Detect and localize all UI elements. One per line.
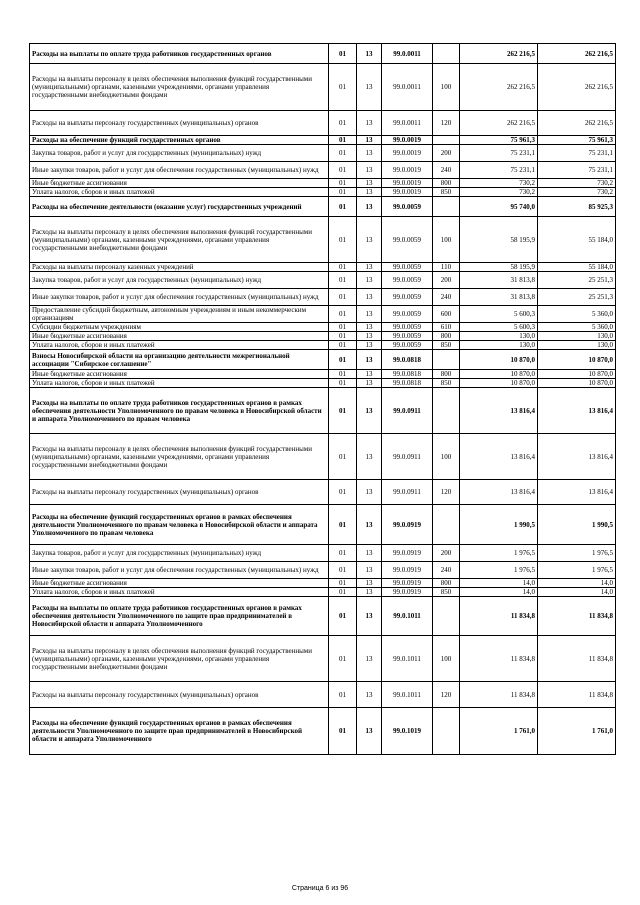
row-subsection: 13 <box>357 708 382 755</box>
row-amount-2: 130,0 <box>538 341 616 350</box>
row-target-article: 99.0.0919 <box>382 588 433 597</box>
row-name: Уплата налогов, сборов и иных платежей <box>30 588 329 597</box>
row-amount-2: 11 834,8 <box>538 597 616 636</box>
table-row <box>30 263 616 272</box>
row-amount-2: 25 251,3 <box>538 272 616 289</box>
row-subsection: 13 <box>357 350 382 370</box>
row-amount-2: 10 870,0 <box>538 379 616 388</box>
row-name: Иные бюджетные ассигнования <box>30 370 329 379</box>
row-expense-type <box>433 136 460 145</box>
row-section: 01 <box>329 480 357 505</box>
row-expense-type: 800 <box>433 332 460 341</box>
row-amount-1: 1 990,5 <box>460 505 538 545</box>
row-amount-2: 5 360,0 <box>538 323 616 332</box>
row-name: Расходы на выплаты по оплате труда работников государственных органов в рамках обеспечения деятельности Уполномоченного по защите прав предпринимателей в Новосибирской области и аппарата Уполномоченного <box>30 597 329 636</box>
row-expense-type: 120 <box>433 111 460 136</box>
row-amount-1: 730,2 <box>460 188 538 197</box>
row-subsection: 13 <box>357 579 382 588</box>
row-target-article: 99.0.0818 <box>382 379 433 388</box>
row-target-article: 99.0.0011 <box>382 44 433 64</box>
row-expense-type: 240 <box>433 162 460 179</box>
row-name: Расходы на выплаты персоналу в целях обеспечения выполнения функций государственными (муниципальными) органами, казенными учреждениями, органами управления государственными внебюджетными фондами <box>30 217 329 263</box>
row-target-article: 99.0.0059 <box>382 323 433 332</box>
row-amount-1: 5 600,3 <box>460 323 538 332</box>
row-amount-2: 1 976,5 <box>538 562 616 579</box>
table-row <box>30 111 616 136</box>
row-target-article: 99.0.0019 <box>382 162 433 179</box>
row-target-article: 99.0.0919 <box>382 545 433 562</box>
table-row <box>30 197 616 217</box>
row-name: Уплата налогов, сборов и иных платежей <box>30 341 329 350</box>
table-row <box>30 434 616 480</box>
row-name: Уплата налогов, сборов и иных платежей <box>30 188 329 197</box>
row-name: Расходы на выплаты персоналу в целях обеспечения выполнения функций государственными (муниципальными) органами, казенными учреждениями, органами управления государственными внебюджетными фондами <box>30 64 329 111</box>
row-amount-2: 730,2 <box>538 188 616 197</box>
table-row <box>30 272 616 289</box>
row-target-article: 99.0.0059 <box>382 217 433 263</box>
row-target-article: 99.0.1011 <box>382 682 433 708</box>
row-section: 01 <box>329 708 357 755</box>
row-name: Взносы Новосибирской области на организацию деятельности межрегиональной ассоциации "Сибирское соглашение" <box>30 350 329 370</box>
row-amount-1: 130,0 <box>460 341 538 350</box>
row-subsection: 13 <box>357 197 382 217</box>
table-row <box>30 370 616 379</box>
row-target-article: 99.0.1011 <box>382 597 433 636</box>
row-amount-1: 10 870,0 <box>460 379 538 388</box>
row-amount-2: 75 961,3 <box>538 136 616 145</box>
row-amount-2: 13 816,4 <box>538 480 616 505</box>
row-subsection: 13 <box>357 332 382 341</box>
row-amount-1: 262 216,5 <box>460 111 538 136</box>
row-section: 01 <box>329 188 357 197</box>
row-target-article: 99.0.0911 <box>382 434 433 480</box>
row-target-article: 99.0.0911 <box>382 480 433 505</box>
row-section: 01 <box>329 545 357 562</box>
row-amount-2: 55 184,0 <box>538 217 616 263</box>
table-row <box>30 545 616 562</box>
table-row <box>30 323 616 332</box>
budget-table <box>29 43 616 755</box>
table-row <box>30 388 616 434</box>
row-section: 01 <box>329 289 357 306</box>
row-target-article: 99.0.0059 <box>382 332 433 341</box>
row-target-article: 99.0.0059 <box>382 197 433 217</box>
row-target-article: 99.0.0919 <box>382 562 433 579</box>
row-amount-2: 55 184,0 <box>538 263 616 272</box>
table-row <box>30 306 616 323</box>
row-subsection: 13 <box>357 562 382 579</box>
row-section: 01 <box>329 682 357 708</box>
row-amount-1: 10 870,0 <box>460 370 538 379</box>
row-subsection: 13 <box>357 545 382 562</box>
row-amount-1: 11 834,8 <box>460 682 538 708</box>
row-section: 01 <box>329 162 357 179</box>
row-amount-2: 130,0 <box>538 332 616 341</box>
row-subsection: 13 <box>357 597 382 636</box>
row-amount-1: 58 195,9 <box>460 263 538 272</box>
row-section: 01 <box>329 332 357 341</box>
row-target-article: 99.0.0059 <box>382 289 433 306</box>
table-row <box>30 217 616 263</box>
row-expense-type <box>433 197 460 217</box>
row-expense-type <box>433 44 460 64</box>
row-amount-2: 85 925,3 <box>538 197 616 217</box>
row-subsection: 13 <box>357 434 382 480</box>
row-target-article: 99.0.0818 <box>382 370 433 379</box>
row-subsection: 13 <box>357 682 382 708</box>
row-expense-type: 200 <box>433 272 460 289</box>
row-subsection: 13 <box>357 341 382 350</box>
row-name: Иные закупки товаров, работ и услуг для обеспечения государственных (муниципальных) нужд <box>30 562 329 579</box>
row-amount-1: 14,0 <box>460 588 538 597</box>
row-amount-2: 730,2 <box>538 179 616 188</box>
row-expense-type: 110 <box>433 263 460 272</box>
row-name: Иные закупки товаров, работ и услуг для обеспечения государственных (муниципальных) нужд <box>30 162 329 179</box>
row-subsection: 13 <box>357 588 382 597</box>
row-expense-type: 850 <box>433 188 460 197</box>
row-section: 01 <box>329 379 357 388</box>
row-target-article: 99.0.0911 <box>382 388 433 434</box>
row-name: Расходы на выплаты персоналу государственных (муниципальных) органов <box>30 682 329 708</box>
table-row <box>30 44 616 64</box>
row-amount-1: 1 761,0 <box>460 708 538 755</box>
row-name: Расходы на выплаты персоналу государственных (муниципальных) органов <box>30 480 329 505</box>
row-name: Расходы на выплаты персоналу государственных (муниципальных) органов <box>30 111 329 136</box>
row-subsection: 13 <box>357 289 382 306</box>
row-amount-2: 75 231,1 <box>538 145 616 162</box>
row-expense-type: 850 <box>433 341 460 350</box>
row-name: Закупка товаров, работ и услуг для государственных (муниципальных) нужд <box>30 545 329 562</box>
row-expense-type: 240 <box>433 562 460 579</box>
row-amount-1: 1 976,5 <box>460 562 538 579</box>
row-section: 01 <box>329 323 357 332</box>
row-section: 01 <box>329 272 357 289</box>
row-name: Иные бюджетные ассигнования <box>30 332 329 341</box>
row-amount-2: 5 360,0 <box>538 306 616 323</box>
table-row <box>30 162 616 179</box>
row-amount-1: 11 834,8 <box>460 636 538 682</box>
row-target-article: 99.0.0059 <box>382 263 433 272</box>
table-row <box>30 505 616 545</box>
row-name: Расходы на выплаты персоналу в целях обеспечения выполнения функций государственными (муниципальными) органами, казенными учреждениями, органами управления государственными внебюджетными фондами <box>30 636 329 682</box>
row-subsection: 13 <box>357 179 382 188</box>
row-subsection: 13 <box>357 145 382 162</box>
row-target-article: 99.0.0019 <box>382 179 433 188</box>
row-amount-1: 10 870,0 <box>460 350 538 370</box>
row-section: 01 <box>329 579 357 588</box>
row-name: Субсидии бюджетным учреждениям <box>30 323 329 332</box>
row-subsection: 13 <box>357 64 382 111</box>
row-amount-1: 75 961,3 <box>460 136 538 145</box>
row-amount-1: 58 195,9 <box>460 217 538 263</box>
row-amount-1: 13 816,4 <box>460 388 538 434</box>
row-target-article: 99.0.0059 <box>382 341 433 350</box>
row-name: Закупка товаров, работ и услуг для государственных (муниципальных) нужд <box>30 272 329 289</box>
row-name: Расходы на обеспечение деятельности (оказание услуг) государственных учреждений <box>30 197 329 217</box>
row-section: 01 <box>329 64 357 111</box>
table-row <box>30 289 616 306</box>
row-section: 01 <box>329 562 357 579</box>
row-section: 01 <box>329 136 357 145</box>
row-amount-1: 130,0 <box>460 332 538 341</box>
table-row <box>30 379 616 388</box>
row-expense-type: 610 <box>433 323 460 332</box>
row-subsection: 13 <box>357 188 382 197</box>
row-section: 01 <box>329 588 357 597</box>
row-amount-2: 75 231,1 <box>538 162 616 179</box>
row-target-article: 99.0.0919 <box>382 505 433 545</box>
row-name: Расходы на обеспечение функций государственных органов <box>30 136 329 145</box>
table-row <box>30 480 616 505</box>
row-amount-1: 13 816,4 <box>460 480 538 505</box>
row-subsection: 13 <box>357 44 382 64</box>
row-name: Закупка товаров, работ и услуг для государственных (муниципальных) нужд <box>30 145 329 162</box>
row-subsection: 13 <box>357 272 382 289</box>
row-amount-1: 75 231,1 <box>460 162 538 179</box>
row-expense-type: 100 <box>433 636 460 682</box>
row-subsection: 13 <box>357 505 382 545</box>
table-row <box>30 332 616 341</box>
row-subsection: 13 <box>357 136 382 145</box>
row-expense-type: 240 <box>433 289 460 306</box>
row-target-article: 99.0.0919 <box>382 579 433 588</box>
row-amount-2: 11 834,8 <box>538 636 616 682</box>
row-amount-1: 14,0 <box>460 579 538 588</box>
row-expense-type: 800 <box>433 579 460 588</box>
row-target-article: 99.0.1011 <box>382 636 433 682</box>
table-row <box>30 597 616 636</box>
row-target-article: 99.0.0019 <box>382 145 433 162</box>
row-expense-type: 800 <box>433 179 460 188</box>
row-target-article: 99.0.0818 <box>382 350 433 370</box>
row-section: 01 <box>329 350 357 370</box>
row-section: 01 <box>329 217 357 263</box>
row-amount-2: 262 216,5 <box>538 111 616 136</box>
row-amount-1: 31 813,8 <box>460 272 538 289</box>
row-subsection: 13 <box>357 306 382 323</box>
row-name: Предоставление субсидий бюджетным, автономным учреждениям и иным некоммерческим организациям <box>30 306 329 323</box>
row-amount-1: 730,2 <box>460 179 538 188</box>
row-expense-type: 850 <box>433 588 460 597</box>
row-amount-2: 1 976,5 <box>538 545 616 562</box>
row-expense-type: 800 <box>433 370 460 379</box>
row-amount-1: 262 216,5 <box>460 64 538 111</box>
row-expense-type: 600 <box>433 306 460 323</box>
row-expense-type: 100 <box>433 434 460 480</box>
row-subsection: 13 <box>357 323 382 332</box>
table-row <box>30 179 616 188</box>
row-name: Иные закупки товаров, работ и услуг для обеспечения государственных (муниципальных) нужд <box>30 289 329 306</box>
row-target-article: 99.0.1019 <box>382 708 433 755</box>
row-amount-2: 13 816,4 <box>538 434 616 480</box>
row-subsection: 13 <box>357 263 382 272</box>
row-expense-type: 200 <box>433 145 460 162</box>
row-name: Расходы на выплаты по оплате труда работников государственных органов <box>30 44 329 64</box>
row-amount-2: 10 870,0 <box>538 370 616 379</box>
row-amount-1: 1 976,5 <box>460 545 538 562</box>
row-subsection: 13 <box>357 636 382 682</box>
row-amount-2: 11 834,8 <box>538 682 616 708</box>
table-row <box>30 64 616 111</box>
row-amount-2: 1 990,5 <box>538 505 616 545</box>
row-expense-type <box>433 388 460 434</box>
row-amount-1: 5 600,3 <box>460 306 538 323</box>
row-amount-1: 75 231,1 <box>460 145 538 162</box>
row-amount-1: 95 740,0 <box>460 197 538 217</box>
row-subsection: 13 <box>357 480 382 505</box>
row-amount-1: 262 216,5 <box>460 44 538 64</box>
row-section: 01 <box>329 341 357 350</box>
row-target-article: 99.0.0011 <box>382 111 433 136</box>
row-section: 01 <box>329 145 357 162</box>
row-section: 01 <box>329 306 357 323</box>
row-subsection: 13 <box>357 217 382 263</box>
row-target-article: 99.0.0019 <box>382 188 433 197</box>
row-section: 01 <box>329 370 357 379</box>
row-name: Расходы на выплаты персоналу казенных учреждений <box>30 263 329 272</box>
row-target-article: 99.0.0019 <box>382 136 433 145</box>
row-expense-type: 200 <box>433 545 460 562</box>
row-section: 01 <box>329 263 357 272</box>
row-expense-type: 120 <box>433 682 460 708</box>
row-amount-1: 31 813,8 <box>460 289 538 306</box>
row-subsection: 13 <box>357 379 382 388</box>
row-section: 01 <box>329 111 357 136</box>
row-expense-type <box>433 505 460 545</box>
row-amount-1: 11 834,8 <box>460 597 538 636</box>
row-amount-2: 262 216,5 <box>538 64 616 111</box>
table-row <box>30 588 616 597</box>
row-name: Уплата налогов, сборов и иных платежей <box>30 379 329 388</box>
row-target-article: 99.0.0011 <box>382 64 433 111</box>
row-name: Иные бюджетные ассигнования <box>30 179 329 188</box>
row-target-article: 99.0.0059 <box>382 272 433 289</box>
row-section: 01 <box>329 179 357 188</box>
row-section: 01 <box>329 197 357 217</box>
table-row <box>30 636 616 682</box>
row-amount-1: 13 816,4 <box>460 434 538 480</box>
row-name: Расходы на выплаты персоналу в целях обеспечения выполнения функций государственными (муниципальными) органами, казенными учреждениями, органами управления государственными внебюджетными фондами <box>30 434 329 480</box>
row-expense-type: 850 <box>433 379 460 388</box>
row-amount-2: 25 251,3 <box>538 289 616 306</box>
row-amount-2: 14,0 <box>538 588 616 597</box>
row-expense-type <box>433 597 460 636</box>
row-expense-type: 100 <box>433 64 460 111</box>
row-section: 01 <box>329 44 357 64</box>
row-name: Иные бюджетные ассигнования <box>30 579 329 588</box>
page-number: Страница 6 из 96 <box>291 885 349 892</box>
table-row <box>30 579 616 588</box>
row-expense-type <box>433 350 460 370</box>
table-row <box>30 136 616 145</box>
table-row <box>30 188 616 197</box>
row-expense-type <box>433 708 460 755</box>
table-row <box>30 145 616 162</box>
row-amount-2: 1 761,0 <box>538 708 616 755</box>
row-subsection: 13 <box>357 162 382 179</box>
row-amount-2: 262 216,5 <box>538 44 616 64</box>
budget-table-body <box>30 44 616 755</box>
row-section: 01 <box>329 434 357 480</box>
row-amount-2: 13 816,4 <box>538 388 616 434</box>
row-expense-type: 120 <box>433 480 460 505</box>
row-subsection: 13 <box>357 111 382 136</box>
row-subsection: 13 <box>357 370 382 379</box>
row-section: 01 <box>329 597 357 636</box>
table-row <box>30 708 616 755</box>
row-subsection: 13 <box>357 388 382 434</box>
row-amount-2: 10 870,0 <box>538 350 616 370</box>
row-name: Расходы на обеспечение функций государственных органов в рамках обеспечения деятельности Уполномоченного по правам человека в Новосибирской области и аппарата Уполномоченного по правам человека <box>30 505 329 545</box>
row-expense-type: 100 <box>433 217 460 263</box>
row-name: Расходы на обеспечение функций государственных органов в рамках обеспечения деятельности Уполномоченного по защите прав предпринимателей в Новосибирской области и аппарата Уполномоченного <box>30 708 329 755</box>
table-row <box>30 341 616 350</box>
table-row <box>30 350 616 370</box>
table-row <box>30 682 616 708</box>
row-amount-2: 14,0 <box>538 579 616 588</box>
row-section: 01 <box>329 636 357 682</box>
row-target-article: 99.0.0059 <box>382 306 433 323</box>
row-section: 01 <box>329 388 357 434</box>
table-row <box>30 562 616 579</box>
row-name: Расходы на выплаты по оплате труда работников государственных органов в рамках обеспечения деятельности Уполномоченного по правам человека в Новосибирской области и аппарата Уполномоченного по правам человека <box>30 388 329 434</box>
row-section: 01 <box>329 505 357 545</box>
